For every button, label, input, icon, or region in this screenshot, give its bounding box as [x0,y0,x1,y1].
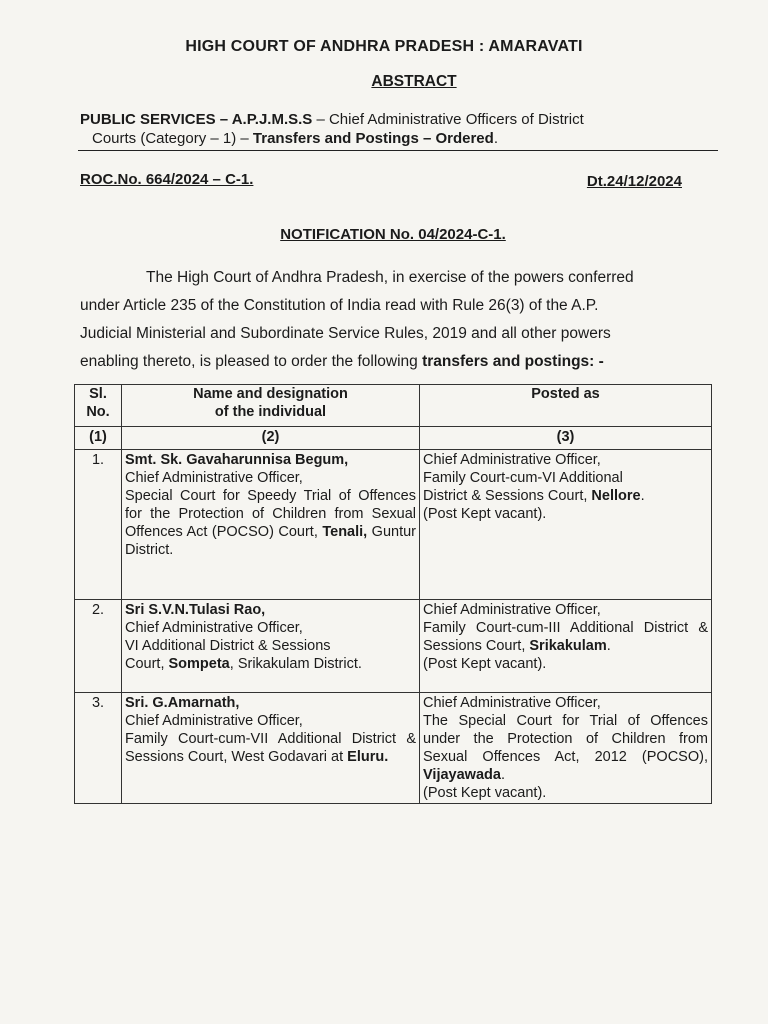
transfers-table [74,384,712,804]
index-3: (3) [420,427,712,450]
header-posted-as: Posted as [420,385,712,427]
row-sl: 1. [75,450,122,600]
body-line-2: under Article 235 of the Constitution of India read with Rule 26(3) of the A.P. [80,297,599,314]
row-sl: 2. [75,600,122,693]
officer-designation: Chief Administrative Officer, [125,713,303,729]
header-name-designation: Name and designation of the individual [122,385,420,427]
post-note: (Post Kept vacant). [423,785,547,801]
body-line-3: Judicial Ministerial and Subordinate Service Rules, 2019 and all other powers [80,325,611,342]
notification-number: NOTIFICATION No. 04/2024-C-1. [280,226,506,243]
row-name-designation: Smt. Sk. Gavaharunnisa Begum, Chief Administrative Officer, Special Court for Speedy Trial of Offences for the Protection of Children from Sexual Offences Act (POCSO) Court, Tenali, Guntur District. [122,450,420,600]
officer-name: Smt. Sk. Gavaharunnisa Begum, [125,452,349,468]
subject-line [80,110,720,148]
row-posted-as: Chief Administrative Officer, Family Court-cum-III Additional District & Sessions Court, Srikakulam. (Post Kept vacant). [420,600,712,693]
officer-designation: Chief Administrative Officer, [125,620,303,636]
officer-designation: Chief Administrative Officer, [125,470,303,486]
abstract-label: ABSTRACT [371,73,457,90]
roc-number: ROC.No. 664/2024 – C-1. [80,171,254,188]
row-posted-as: Chief Administrative Officer, Family Court-cum-VI Additional District & Sessions Court, Nellore. (Post Kept vacant). [420,450,712,600]
subject-line-2: Courts (Category – 1) – Transfers and Postings – Ordered. [92,130,498,147]
page-title: HIGH COURT OF ANDHRA PRADESH : AMARAVATI [185,38,583,55]
header-sl-no: Sl. No. [75,385,122,427]
table-row [75,600,712,693]
notification-date: Dt.24/12/2024 [586,173,682,190]
subject-line-1: PUBLIC SERVICES – A.P.J.M.S.S – Chief Administrative Officers of District [80,111,584,128]
row-sl: 3. [75,693,122,804]
officer-name: Sri. G.Amarnath, [125,695,240,711]
body-paragraph [80,264,713,376]
table-row [75,450,712,600]
table-index-row [75,427,712,450]
row-name-designation: Sri S.V.N.Tulasi Rao, Chief Administrative Officer, VI Additional District & Sessions Court, Sompeta, Srikakulam District. [122,600,420,693]
row-name-designation: Sri. G.Amarnath, Chief Administrative Officer, Family Court-cum-VII Additional District & Sessions Court, West Godavari at Eluru. [122,693,420,804]
body-line-4: enabling thereto, is pleased to order the following transfers and postings: - [80,353,604,370]
index-2: (2) [122,427,420,450]
post-note: (Post Kept vacant). [423,506,547,522]
subject-divider [78,150,718,151]
body-line-1: The High Court of Andhra Pradesh, in exercise of the powers conferred [146,269,634,286]
index-1: (1) [75,427,122,450]
officer-name: Sri S.V.N.Tulasi Rao, [125,602,266,618]
row-posted-as: Chief Administrative Officer, The Special Court for Trial of Offences under the Protection of Children from Sexual Offences Act, 2012 (POCSO), Vijayawada. (Post Kept vacant). [420,693,712,804]
table-row [75,693,712,804]
abstract-heading [0,73,768,91]
post-note: (Post Kept vacant). [423,656,547,672]
notification-heading [0,226,768,243]
table-header-row [75,385,712,427]
